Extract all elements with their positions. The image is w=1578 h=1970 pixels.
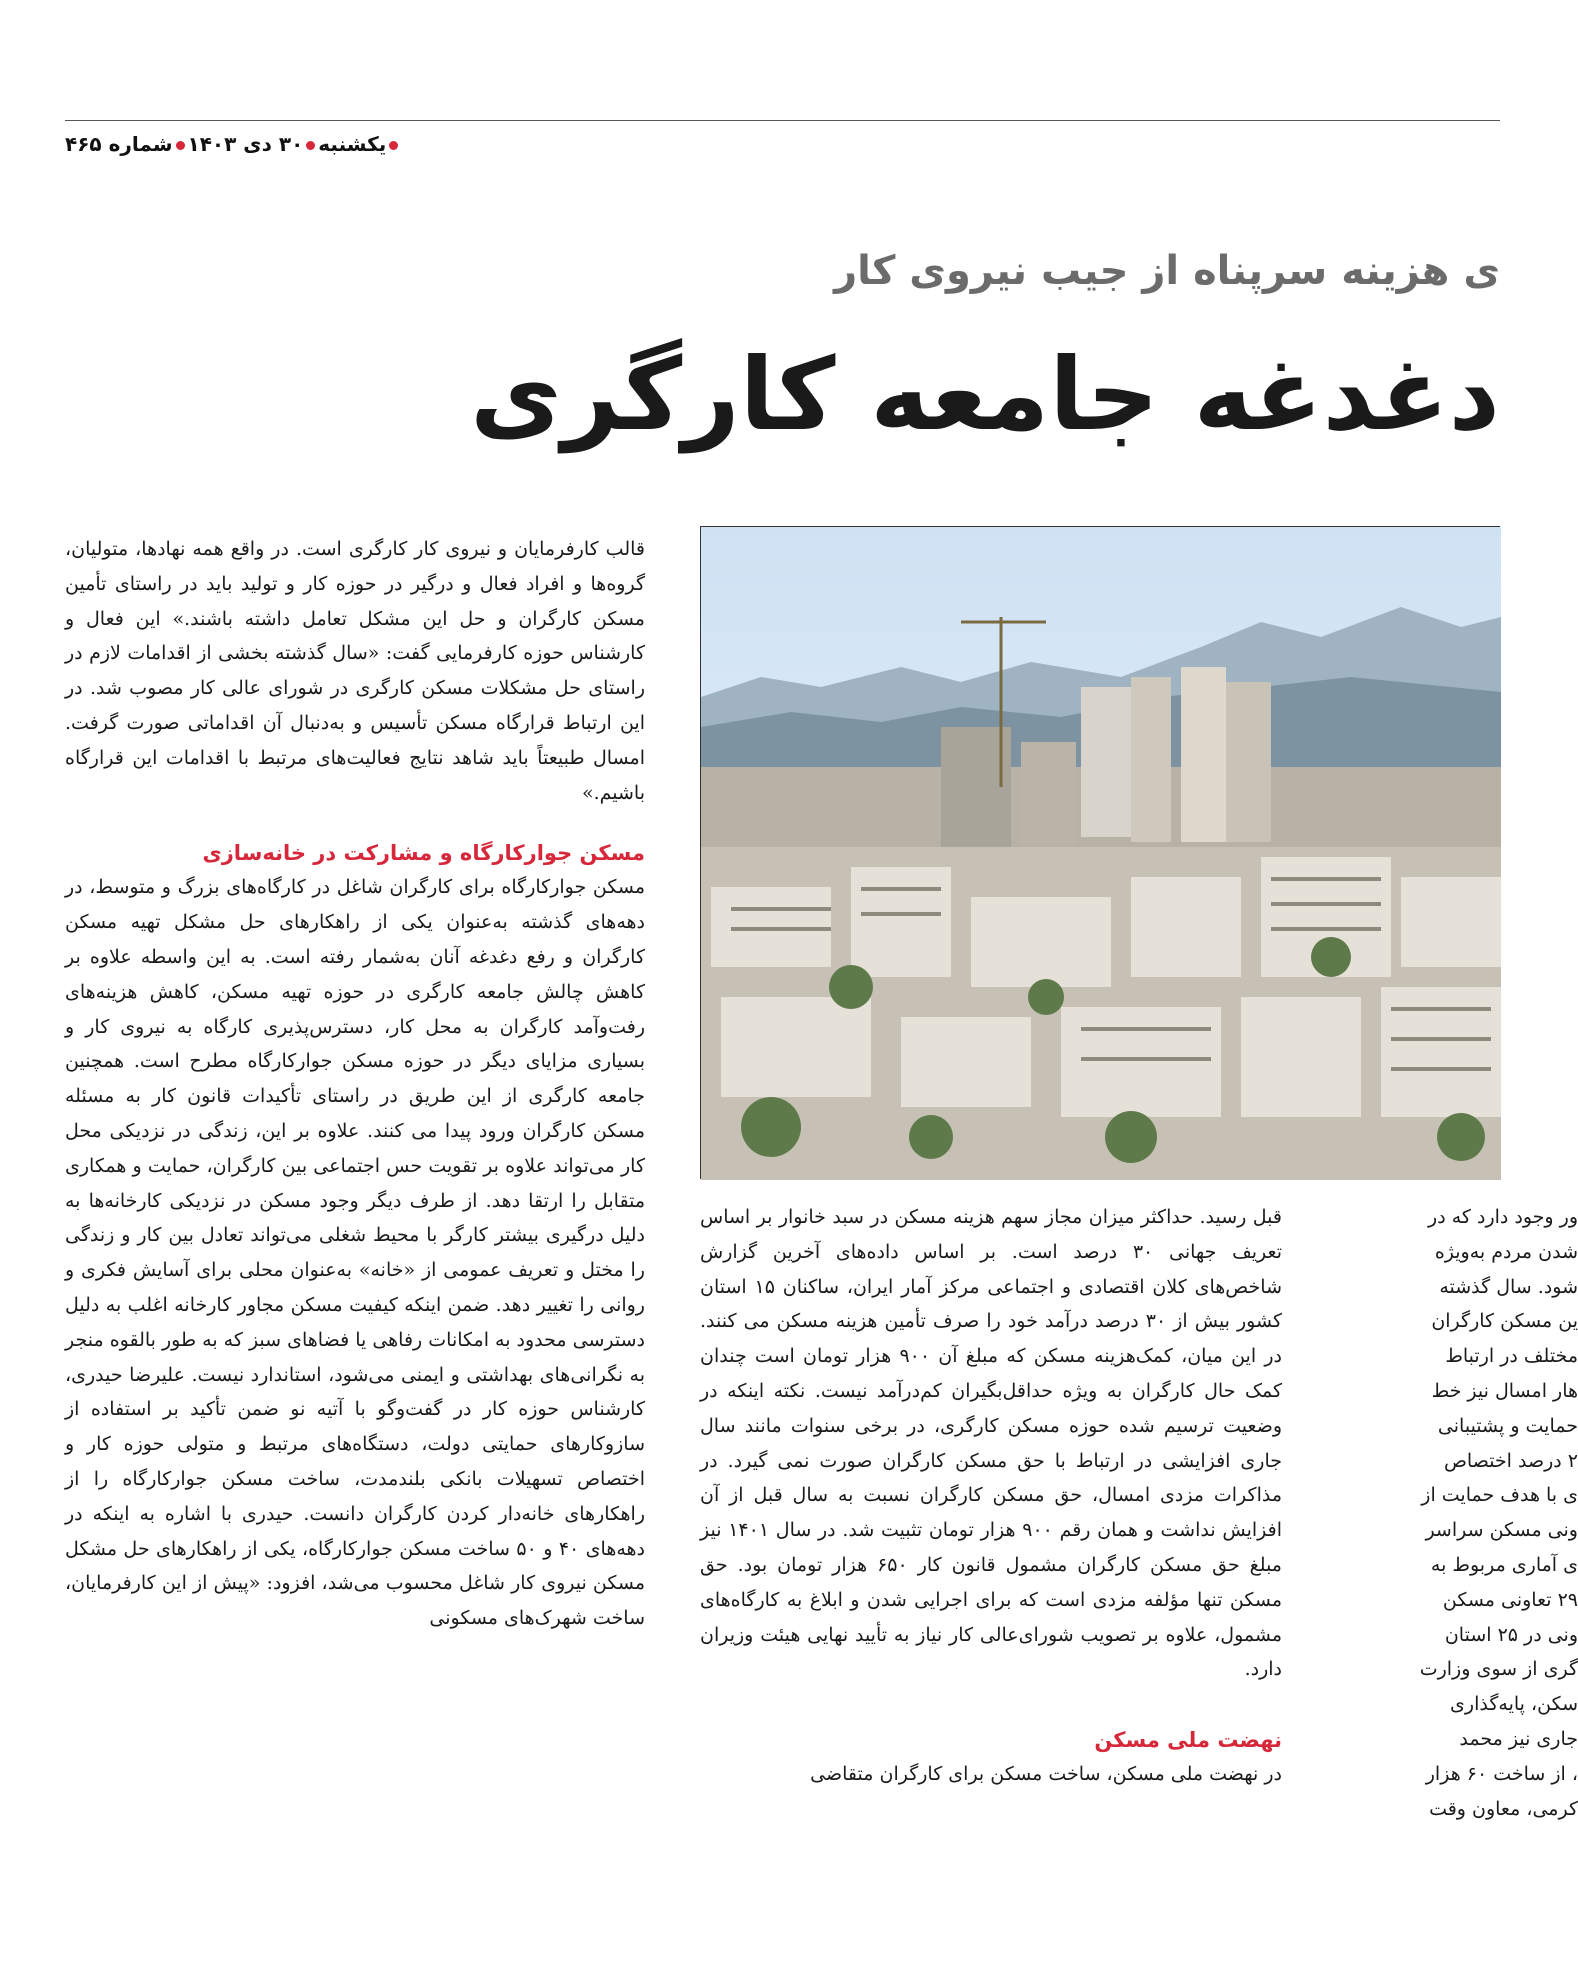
right-line: ور وجود دارد که در xyxy=(1428,1206,1578,1228)
top-rule xyxy=(65,120,1500,121)
dateline-issue: شماره ۴۶۵ xyxy=(65,132,173,156)
right-line: ونی مسکن سراسر xyxy=(1425,1519,1578,1542)
right-line: ، از ساخت ۶۰ هزار xyxy=(1425,1762,1578,1785)
bullet-dot-icon xyxy=(176,141,185,150)
bullet-dot-icon xyxy=(306,141,315,150)
left-article-column xyxy=(65,532,645,1636)
middle-article-column xyxy=(700,1200,1282,1792)
middle-paragraph-2: در نهضت ملی مسکن، ساخت مسکن برای کارگران متقاضی xyxy=(810,1763,1282,1786)
right-line: جاری نیز محمد xyxy=(1459,1727,1578,1750)
right-line: شود. سال گذشته xyxy=(1439,1275,1578,1298)
right-line: شدن مردم به‌ویژه xyxy=(1434,1240,1578,1263)
right-line: ونی در ۲۵ استان xyxy=(1444,1623,1578,1646)
right-line: ۲۹ تعاونی مسکن xyxy=(1442,1588,1578,1611)
right-article-column xyxy=(1318,1200,1578,1826)
right-line: ین مسکن کارگران xyxy=(1431,1310,1578,1333)
right-line: ۲ درصد اختصاص xyxy=(1443,1449,1578,1472)
right-line: هار امسال نیز خط xyxy=(1431,1379,1578,1402)
right-line: ی آماری مربوط به xyxy=(1430,1553,1578,1576)
left-paragraph-1: قالب کارفرمایان و نیروی کار کارگری است. در واقع همه نهادها، متولیان، گروه‌ها و افراد فعال و درگیر در حوزه کار و تولید باید در راستای تأمین مسکن کارگران و حل این مشکل تعامل داشته باشند.» این فعال و کارشناس حوزه کارفرمایی گفت: «سال گذشته بخشی از اقدامات لازم در راستای حل مشکلات مسکن کارگری در شورای عالی کار مصوب شد. در این ارتباط قرارگاه مسکن تأسیس و به‌دنبال آن اقداماتی صورت گرفت. امسال طبیعتاً باید شاهد نتایج فعالیت‌های مرتبط با اقدامات این قرارگاه باشیم.» xyxy=(65,538,645,804)
headline-kicker: ی هزینه سرپناه از جیب نیروی کار xyxy=(834,248,1500,294)
city-skyline-photo xyxy=(700,526,1500,1179)
middle-paragraph-1: قبل رسید. حداکثر میزان مجاز سهم هزینه مسکن در سبد خانوار بر اساس تعریف جهانی ۳۰ درصد است. بر اساس داده‌های آخرین گزارش شاخص‌های کلان اقتصادی و اجتماعی مرکز آمار ایران، ساکنان ۱۵ استان کشور بیش از ۳۰ درصد درآمد خود را صرف تأمین هزینه مسکن می کنند. در این میان، کمک‌هزینه مسکن که مبلغ آن ۹۰۰ هزار تومان است چندان کمک حال کارگران به ویژه حداقل‌بگیران کم‌درآمد نیست. نکته اینکه در وضعیت ترسیم شده حوزه مسکن کارگری، در برخی سنوات مانند سال جاری افزایشی در ارتباط با حق مسکن کارگران صورت نمی گیرد. در مذاکرات مزدی امسال، حق مسکن کارگران نسبت به سال قبل از آن افزایش نداشت و همان رقم ۹۰۰ هزار تومان تثبیت شد. در سال ۱۴۰۱ نیز مبلغ حق مسکن کارگران مشمول قانون کار ۶۵۰ هزار تومان بود. حق مسکن تنها مؤلفه مزدی است که برای اجرایی شدن و ابلاغ به کارگاه‌های مشمول، علاوه بر تصویب شورای‌عالی کار نیاز به تأیید نهایی هیئت وزیران دارد. xyxy=(700,1206,1282,1681)
right-line: ی با هدف حمایت از xyxy=(1421,1484,1578,1507)
dateline-day: یکشنبه xyxy=(318,132,387,156)
right-line: مختلف در ارتباط xyxy=(1445,1345,1578,1368)
dateline xyxy=(65,132,401,156)
right-line: حمایت و پشتیبانی xyxy=(1437,1414,1578,1437)
main-headline: دغدغه جامعه کارگری xyxy=(470,336,1500,453)
middle-subheading: نهضت ملی مسکن xyxy=(1094,1728,1282,1753)
right-line: گری از سوی وزارت xyxy=(1419,1658,1578,1681)
right-line: کرمی، معاون وقت xyxy=(1429,1797,1578,1820)
right-line: سکن، پایه‌گذاری xyxy=(1450,1693,1578,1716)
left-paragraph-2: مسکن جوارکارگاه برای کارگران شاغل در کارگاه‌های بزرگ و متوسط، در دهه‌های گذشته به‌عنوان یکی از راهکارهای حل مشکل تهیه مسکن کارگران و رفع دغدغه آنان به‌شمار رفته است. به این واسطه علاوه بر کاهش چالش جامعه کارگری در حوزه تهیه مسکن، کاهش هزینه‌های رفت‌وآمد کارگران به محل کار، دسترس‌پذیری کارگاه به نیروی کار و بسیاری مزایای دیگر در حوزه مسکن جوارکارگاه مطرح است. همچنین جامعه کارگری از این طریق در راستای تأکیدات قانون کار به مسئله مسکن کارگران ورود پیدا می کنند. علاوه بر این، زندگی در نزدیکی محل کار می‌تواند علاوه بر تقویت حس اجتماعی بین کارگران، حمایت و همکاری متقابل را ارتقا دهد. از طرف دیگر وجود مسکن در نزدیکی کارخانه‌ها به دلیل درگیری بیشتر کارگر با محیط شغلی می‌تواند تعادل بین کار و زندگی را مختل و تعریف عمومی از «خانه» به‌عنوان محلی برای آسایش فکری و روانی را تغییر دهد. ضمن اینکه کیفیت مسکن مجاور کارخانه اغلب به دلیل دسترسی محدود به امکانات رفاهی یا فضاهای سبز که به طور بالقوه منجر به نگرانی‌های بهداشتی و ایمنی می‌شود، استاندارد نیست. علیرضا حیدری، کارشناس حوزه کار در گفت‌وگو با آتیه نو ضمن تأکید بر استفاده از سازوکارهای حمایتی دولت، دستگاه‌های مرتبط و متولی حوزه کار و اختصاص تسهیلات بانکی بلندمدت، ساخت مسکن جوارکارگاه را از راهکارهای خانه‌دار کردن کارگران دانست. حیدری با اشاره به اینکه در دهه‌های ۴۰ و ۵۰ ساخت مسکن جوارکارگاه، یکی از راهکارهای حل مشکل مسکن نیروی کار شاغل محسوب می‌شد، افزود: «پیش از این کارفرمایان، ساخت شهرک‌های مسکونی xyxy=(65,876,646,1630)
bullet-dot-icon xyxy=(389,141,398,150)
left-subheading: مسکن جوارکارگاه و مشارکت در خانه‌سازی xyxy=(202,841,645,866)
dateline-date: ۳۰ دی ۱۴۰۳ xyxy=(187,132,304,156)
